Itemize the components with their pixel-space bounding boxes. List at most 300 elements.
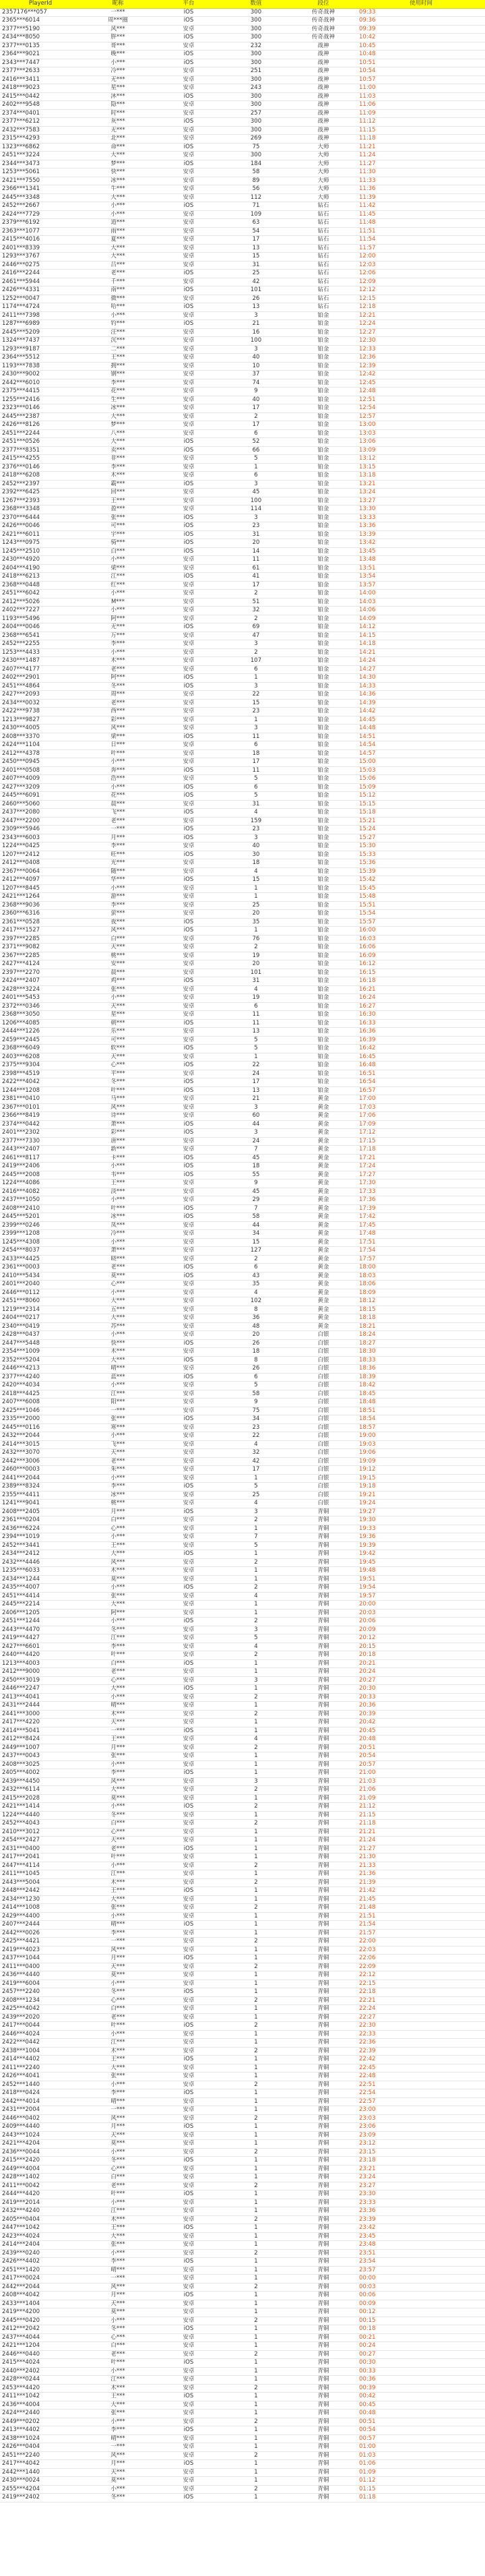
cell-platform: 安卓 <box>155 960 222 969</box>
cell-value: 101 <box>222 969 290 977</box>
cell-platform: iOS <box>155 573 222 582</box>
cell-rank: 黄金 <box>290 1129 357 1138</box>
cell-player-id: 2427***6601 <box>0 1643 81 1651</box>
cell-player-id: 2408***3025 <box>0 1760 81 1769</box>
cell-platform: 安卓 <box>155 867 222 876</box>
table-row <box>0 1980 485 1988</box>
cell-platform: iOS <box>155 522 222 531</box>
cell-platform: iOS <box>155 1062 222 1070</box>
cell-use-time: 16:45 <box>357 1053 485 1062</box>
cell-player-id: 2450***3019 <box>0 1676 81 1685</box>
cell-player-id: 2401***2040 <box>0 1281 81 1289</box>
cell-use-time: 21:00 <box>357 1769 485 1778</box>
cell-platform: 安卓 <box>155 1702 222 1711</box>
cell-rank: 铂金 <box>290 749 357 758</box>
cell-use-time: 14:42 <box>357 708 485 716</box>
cell-player-id: 2377***0135 <box>0 42 81 51</box>
cell-use-time: 14:51 <box>357 733 485 741</box>
cell-player-id: 2436***6224 <box>0 1525 81 1533</box>
cell-rank: 铂金 <box>290 337 357 346</box>
table-row <box>0 219 485 228</box>
cell-rank: 白银 <box>290 1339 357 1348</box>
cell-use-time: 12:06 <box>357 270 485 278</box>
cell-value: 18 <box>222 1348 290 1357</box>
cell-value: 1 <box>222 2097 290 2106</box>
cell-rank: 铂金 <box>290 682 357 691</box>
cell-value: 1 <box>222 2401 290 2410</box>
cell-use-time: 20:06 <box>357 1618 485 1626</box>
cell-player-id: 2422***9738 <box>0 708 81 716</box>
table-row <box>0 969 485 977</box>
cell-use-time: 23:09 <box>357 2131 485 2140</box>
cell-nickname: 莫*** <box>81 2477 155 2486</box>
cell-nickname: 老*** <box>81 1668 155 1677</box>
table-row <box>0 2325 485 2334</box>
cell-value: 300 <box>222 34 290 42</box>
cell-value: 29 <box>222 1196 290 1205</box>
cell-rank: 白银 <box>290 1457 357 1466</box>
cell-use-time: 13:15 <box>357 463 485 472</box>
cell-nickname: 白*** <box>81 1820 155 1829</box>
cell-value: 75 <box>222 1407 290 1415</box>
cell-player-id: 2449***0202 <box>0 2418 81 2426</box>
cell-value: 300 <box>222 75 290 84</box>
cell-player-id: 2374***0442 <box>0 1120 81 1129</box>
cell-rank: 铂金 <box>290 842 357 851</box>
cell-player-id: 1293***9187 <box>0 345 81 354</box>
cell-player-id: 1253***4433 <box>0 648 81 657</box>
cell-value: 22 <box>222 691 290 700</box>
cell-platform: 安卓 <box>155 2013 222 2022</box>
cell-use-time: 15:24 <box>357 826 485 834</box>
cell-player-id: 2414***5041 <box>0 1727 81 1736</box>
cell-nickname: 夜*** <box>81 918 155 927</box>
cell-rank: 白银 <box>290 1331 357 1340</box>
cell-rank: 青铜 <box>290 1516 357 1525</box>
cell-rank: 铂金 <box>290 817 357 826</box>
cell-platform: iOS <box>155 303 222 312</box>
cell-platform: 安卓 <box>155 1710 222 1719</box>
cell-platform: 安卓 <box>155 497 222 505</box>
cell-nickname: 软*** <box>81 1045 155 1053</box>
cell-platform: 安卓 <box>155 1575 222 1584</box>
cell-player-id: 2376***0146 <box>0 463 81 472</box>
cell-nickname: 天*** <box>81 2131 155 2140</box>
table-row <box>0 210 485 219</box>
cell-use-time: 17:54 <box>357 1247 485 1256</box>
table-row <box>0 623 485 632</box>
cell-rank: 传奇战神 <box>290 25 357 34</box>
cell-value: 1 <box>222 2174 290 2182</box>
cell-value: 300 <box>222 17 290 26</box>
cell-player-id: 2414***1008 <box>0 1904 81 1913</box>
cell-value: 58 <box>222 168 290 177</box>
cell-use-time: 11:54 <box>357 236 485 245</box>
cell-use-time: 21:57 <box>357 1929 485 1938</box>
cell-value: 1 <box>222 2292 290 2300</box>
cell-platform: 安卓 <box>155 2106 222 2115</box>
cell-player-id: 2443***2407 <box>0 1146 81 1155</box>
table-row <box>0 143 485 152</box>
table-row <box>0 994 485 1003</box>
cell-value: 20 <box>222 960 290 969</box>
cell-player-id: 2451***3224 <box>0 152 81 160</box>
cell-platform: 安卓 <box>155 607 222 615</box>
cell-player-id: 2335***2000 <box>0 1415 81 1424</box>
cell-player-id: 1235***6033 <box>0 1567 81 1576</box>
cell-value: 3 <box>222 1129 290 1138</box>
cell-player-id: 2451***8060 <box>0 1297 81 1306</box>
cell-player-id: 2445***2008 <box>0 1171 81 1179</box>
table-row <box>0 2005 485 2014</box>
cell-use-time: 21:48 <box>357 1904 485 1913</box>
cell-rank: 黄金 <box>290 1306 357 1314</box>
cell-value: 21 <box>222 1095 290 1104</box>
cell-platform: 安卓 <box>155 126 222 135</box>
cell-value: 1 <box>222 2494 290 2503</box>
cell-rank: 青铜 <box>290 1736 357 1744</box>
cell-rank: 青铜 <box>290 2056 357 2064</box>
cell-value: 1 <box>222 1811 290 1820</box>
cell-rank: 青铜 <box>290 2224 357 2233</box>
cell-platform: iOS <box>155 682 222 691</box>
cell-nickname: 张*** <box>81 1415 155 1424</box>
cell-platform: 安卓 <box>155 1541 222 1550</box>
cell-rank: 铂金 <box>290 657 357 666</box>
cell-value: 2 <box>222 2418 290 2426</box>
cell-value: 1 <box>222 1912 290 1921</box>
table-row <box>0 379 485 388</box>
cell-value: 2 <box>222 1904 290 1913</box>
cell-platform: iOS <box>155 876 222 885</box>
cell-nickname: 梦*** <box>81 160 155 168</box>
cell-nickname: 木*** <box>81 2215 155 2224</box>
cell-player-id: 2404***0046 <box>0 623 81 632</box>
cell-platform: 安卓 <box>155 1878 222 1887</box>
table-row <box>0 632 485 640</box>
cell-player-id: 2417***4042 <box>0 2460 81 2469</box>
cell-nickname: 阿*** <box>81 615 155 623</box>
cell-player-id: 2397***2285 <box>0 935 81 944</box>
cell-rank: 战神 <box>290 101 357 110</box>
cell-use-time: 00:03 <box>357 2283 485 2292</box>
cell-rank: 黄金 <box>290 1230 357 1239</box>
cell-use-time: 23:54 <box>357 2258 485 2267</box>
cell-platform: 安卓 <box>155 1533 222 1542</box>
cell-player-id: 2418***9023 <box>0 84 81 93</box>
cell-use-time: 19:12 <box>357 1466 485 1475</box>
cell-use-time: 11:42 <box>357 202 485 211</box>
cell-player-id: 2412***2042 <box>0 2325 81 2334</box>
cell-platform: iOS <box>155 623 222 632</box>
cell-player-id: 2439***2020 <box>0 2013 81 2022</box>
cell-player-id: 2377***6212 <box>0 118 81 127</box>
cell-use-time: 23:33 <box>357 2199 485 2207</box>
cell-value: 63 <box>222 219 290 228</box>
cell-value: 15 <box>222 253 290 262</box>
cell-platform: 安卓 <box>155 1744 222 1752</box>
cell-player-id: 2441***3000 <box>0 1710 81 1719</box>
cell-rank: 青铜 <box>290 1837 357 1845</box>
cell-value: 42 <box>222 278 290 286</box>
table-row <box>0 34 485 42</box>
table-row <box>0 1204 485 1213</box>
table-row <box>0 1845 485 1853</box>
cell-use-time: 00:27 <box>357 2350 485 2359</box>
cell-value: 1 <box>222 2275 290 2283</box>
cell-player-id: 2460***5060 <box>0 800 81 809</box>
cell-rank: 青铜 <box>290 1601 357 1609</box>
table-row <box>0 1103 485 1112</box>
table-row <box>0 185 485 194</box>
cell-platform: 安卓 <box>155 2451 222 2460</box>
cell-use-time: 11:00 <box>357 84 485 93</box>
cell-nickname: 风*** <box>81 25 155 34</box>
cell-player-id: 2411***2240 <box>0 2064 81 2073</box>
cell-nickname: 汪*** <box>81 328 155 337</box>
cell-use-time: 22:03 <box>357 1946 485 1955</box>
cell-use-time: 18:18 <box>357 1314 485 1323</box>
cell-rank: 白银 <box>290 1415 357 1424</box>
cell-platform: 安卓 <box>155 2215 222 2224</box>
cell-rank: 青铜 <box>290 2434 357 2443</box>
cell-value: 13 <box>222 1086 290 1095</box>
table-row <box>0 1474 485 1483</box>
table-row <box>0 396 485 404</box>
cell-platform: iOS <box>155 1508 222 1516</box>
cell-value: 2 <box>222 2317 290 2325</box>
cell-platform: 安卓 <box>155 1491 222 1500</box>
table-row <box>0 590 485 599</box>
cell-nickname: 李*** <box>81 1929 155 1938</box>
cell-rank: 青铜 <box>290 1525 357 1533</box>
cell-rank: 黄金 <box>290 1213 357 1222</box>
cell-player-id: 2424***1104 <box>0 741 81 750</box>
cell-rank: 青铜 <box>290 2106 357 2115</box>
cell-nickname: 小*** <box>81 2418 155 2426</box>
cell-rank: 钻石 <box>290 236 357 245</box>
cell-platform: 安卓 <box>155 1862 222 1870</box>
cell-platform: iOS <box>155 446 222 455</box>
cell-nickname: 木*** <box>81 657 155 666</box>
cell-player-id: 2401***0508 <box>0 766 81 775</box>
cell-player-id: 2418***4425 <box>0 1390 81 1399</box>
cell-use-time: 13:12 <box>357 455 485 464</box>
table-row <box>0 2215 485 2224</box>
cell-value: 3 <box>222 834 290 842</box>
cell-value: 2 <box>222 1516 290 1525</box>
table-row <box>0 1651 485 1660</box>
header-value: 数值 <box>222 0 290 8</box>
cell-platform: iOS <box>155 1213 222 1222</box>
table-row <box>0 446 485 455</box>
table-row <box>0 867 485 876</box>
cell-platform: iOS <box>155 809 222 818</box>
cell-nickname: 天*** <box>81 1449 155 1458</box>
cell-value: 3 <box>222 480 290 489</box>
header-use-time: 使用时间 <box>357 0 485 8</box>
table-row <box>0 1348 485 1357</box>
cell-nickname: 月*** <box>81 1955 155 1963</box>
table-row <box>0 126 485 135</box>
cell-platform: 安卓 <box>155 657 222 666</box>
cell-use-time: 01:15 <box>357 2485 485 2494</box>
cell-platform: 安卓 <box>155 1036 222 1045</box>
cell-nickname: 江*** <box>81 1390 155 1399</box>
cell-value: 1 <box>222 2039 290 2048</box>
cell-rank: 青铜 <box>290 1786 357 1795</box>
cell-value: 6 <box>222 783 290 792</box>
header-platform: 平台 <box>155 0 222 8</box>
cell-use-time: 20:03 <box>357 1609 485 1618</box>
cell-platform: iOS <box>155 59 222 67</box>
cell-rank: 黄金 <box>290 1289 357 1297</box>
cell-rank: 青铜 <box>290 1777 357 1786</box>
cell-platform: 安卓 <box>155 489 222 497</box>
cell-nickname: 白*** <box>81 2342 155 2351</box>
cell-use-time: 14:12 <box>357 623 485 632</box>
cell-nickname: 月*** <box>81 1508 155 1516</box>
cell-player-id: 2436***0044 <box>0 2148 81 2157</box>
cell-use-time: 12:33 <box>357 345 485 354</box>
cell-nickname: 新*** <box>81 1146 155 1155</box>
table-row <box>0 766 485 775</box>
cell-platform: iOS <box>155 674 222 683</box>
cell-rank: 黄金 <box>290 1272 357 1281</box>
cell-use-time: 00:39 <box>357 2384 485 2393</box>
cell-nickname: 小*** <box>81 1618 155 1626</box>
cell-platform: 安卓 <box>155 2249 222 2258</box>
cell-nickname: 王*** <box>81 1887 155 1896</box>
table-row <box>0 311 485 320</box>
cell-nickname: 无*** <box>81 623 155 632</box>
cell-player-id: 2412***5026 <box>0 598 81 607</box>
cell-rank: 青铜 <box>290 1508 357 1516</box>
table-row <box>0 859 485 868</box>
cell-use-time: 22:57 <box>357 2097 485 2106</box>
cell-platform: 安卓 <box>155 261 222 270</box>
cell-value: 17 <box>222 1466 290 1475</box>
cell-rank: 铂金 <box>290 1053 357 1062</box>
cell-platform: 安卓 <box>155 1837 222 1845</box>
cell-rank: 铂金 <box>290 901 357 910</box>
cell-nickname: 莫*** <box>81 1575 155 1584</box>
cell-value: 2 <box>222 1744 290 1752</box>
table-row <box>0 75 485 84</box>
cell-platform: 安卓 <box>155 168 222 177</box>
cell-use-time: 20:15 <box>357 1643 485 1651</box>
cell-platform: iOS <box>155 480 222 489</box>
cell-value: 35 <box>222 918 290 927</box>
cell-value: 26 <box>222 1365 290 1374</box>
cell-platform: 安卓 <box>155 708 222 716</box>
cell-player-id: 2453***4420 <box>0 2384 81 2393</box>
cell-nickname: 叶*** <box>81 749 155 758</box>
cell-rank: 青铜 <box>290 1558 357 1567</box>
cell-player-id: 2372***0346 <box>0 1002 81 1011</box>
cell-value: 2 <box>222 2249 290 2258</box>
cell-platform: 安卓 <box>155 236 222 245</box>
cell-value: 101 <box>222 286 290 295</box>
table-row <box>0 17 485 26</box>
cell-value: 1 <box>222 2140 290 2149</box>
table-row <box>0 2468 485 2477</box>
cell-player-id: 2434***1230 <box>0 1895 81 1904</box>
cell-rank: 青铜 <box>290 2367 357 2376</box>
cell-platform: iOS <box>155 1988 222 1997</box>
table-row <box>0 775 485 784</box>
cell-nickname: 小*** <box>81 1693 155 1702</box>
cell-platform: 安卓 <box>155 1449 222 1458</box>
cell-player-id: 2446***0112 <box>0 1289 81 1297</box>
cell-use-time: 15:51 <box>357 901 485 910</box>
cell-platform: iOS <box>155 547 222 556</box>
cell-value: 15 <box>222 876 290 885</box>
cell-nickname: 大*** <box>81 1685 155 1694</box>
cell-nickname: 灰*** <box>81 118 155 127</box>
cell-rank: 铂金 <box>290 741 357 750</box>
cell-use-time: 13:06 <box>357 438 485 447</box>
cell-player-id: 2412***0408 <box>0 859 81 868</box>
cell-use-time: 12:09 <box>357 278 485 286</box>
table-row <box>0 1466 485 1475</box>
cell-nickname: 王*** <box>81 497 155 505</box>
cell-rank: 铂金 <box>290 893 357 902</box>
cell-rank: 铂金 <box>290 960 357 969</box>
cell-rank: 青铜 <box>290 1769 357 1778</box>
cell-use-time: 15:15 <box>357 800 485 809</box>
cell-rank: 大师 <box>290 152 357 160</box>
cell-nickname: 星*** <box>81 1011 155 1020</box>
table-row <box>0 2165 485 2174</box>
cell-rank: 青铜 <box>290 1853 357 1862</box>
cell-nickname: 大*** <box>81 193 155 202</box>
cell-use-time: 12:03 <box>357 261 485 270</box>
cell-player-id: 2420***4034 <box>0 1382 81 1390</box>
cell-nickname: 木*** <box>81 1348 155 1357</box>
cell-player-id: 2430***4005 <box>0 725 81 733</box>
cell-nickname: 风*** <box>81 2283 155 2292</box>
cell-use-time: 22:33 <box>357 2030 485 2039</box>
cell-platform: iOS <box>155 1584 222 1593</box>
cell-nickname: 张*** <box>81 2410 155 2418</box>
cell-player-id: 2375***9304 <box>0 1062 81 1070</box>
cell-rank: 钻石 <box>290 244 357 253</box>
cell-player-id: 2442***6010 <box>0 379 81 388</box>
cell-value: 24 <box>222 1070 290 1078</box>
cell-value: 13 <box>222 244 290 253</box>
cell-platform: iOS <box>155 2056 222 2064</box>
cell-use-time: 18:12 <box>357 1297 485 1306</box>
cell-nickname: 华*** <box>81 876 155 885</box>
cell-platform: iOS <box>155 2258 222 2267</box>
cell-platform: iOS <box>155 1550 222 1559</box>
cell-value: 1 <box>222 1752 290 1761</box>
cell-platform: 安卓 <box>155 1760 222 1769</box>
cell-nickname: 王*** <box>81 354 155 363</box>
cell-rank: 铂金 <box>290 826 357 834</box>
cell-use-time: 09:33 <box>357 8 485 17</box>
table-row <box>0 2073 485 2081</box>
table-row <box>0 1002 485 1011</box>
cell-platform: 安卓 <box>155 699 222 708</box>
cell-use-time: 15:48 <box>357 893 485 902</box>
cell-rank: 铂金 <box>290 1002 357 1011</box>
table-row <box>0 842 485 851</box>
cell-value: 11 <box>222 556 290 565</box>
cell-value: 2 <box>222 2047 290 2056</box>
cell-platform: iOS <box>155 2022 222 2031</box>
